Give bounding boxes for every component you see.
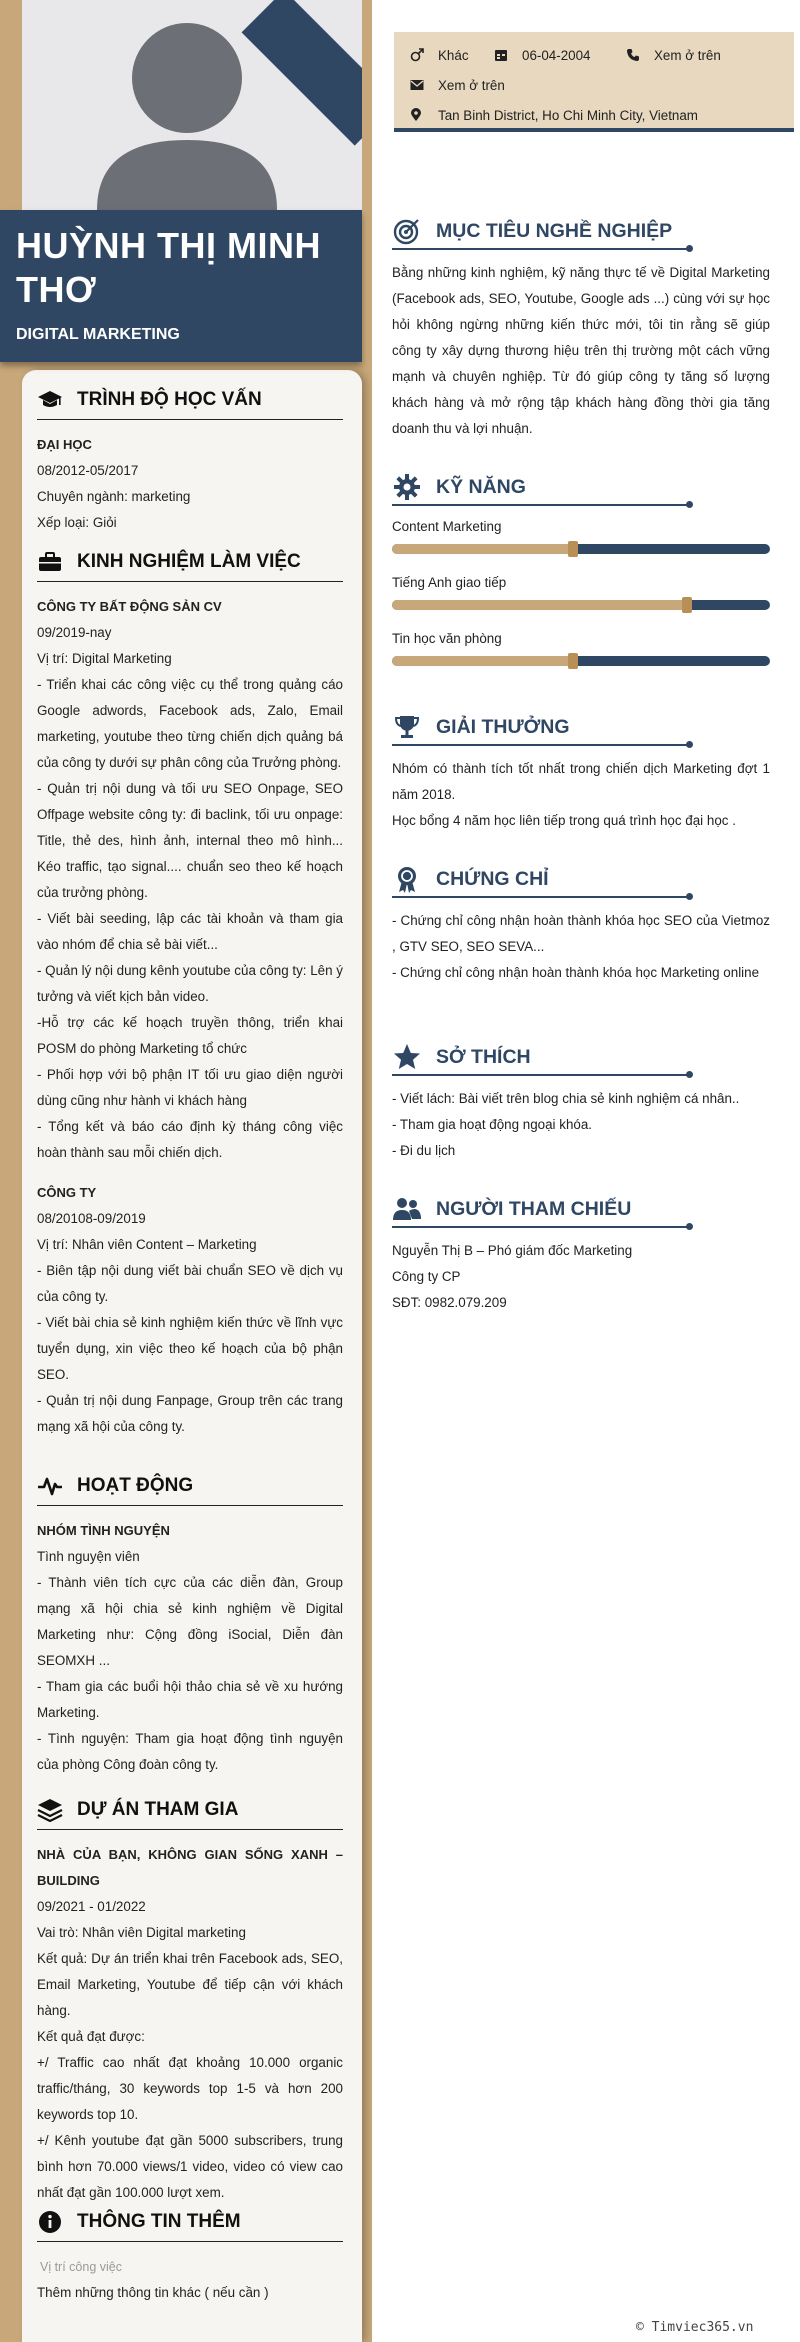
email-value: Xem ở trên — [438, 77, 505, 93]
skill-bar-fill — [392, 544, 573, 554]
job-detail: - Biên tập nội dung viết bài chuẩn SEO về dịch vụ của công ty. — [37, 1263, 343, 1304]
email-row — [410, 74, 505, 96]
activity-detail: - Tham gia các buổi hội thảo chia sẻ về xu hướng Marketing. — [37, 1679, 343, 1720]
projects-section — [37, 1790, 343, 2206]
job-detail: -Hỗ trợ các kế hoạch truyền thông, triển khai POSM do phòng Marketing tổ chức — [37, 1015, 343, 1056]
skill-name: Tiếng Anh giao tiếp — [392, 575, 507, 590]
job-detail: - Viết bài seeding, lập các tài khoản và tham gia vào nhóm để chia sẻ bài viết... — [37, 911, 343, 952]
skill-item — [392, 516, 770, 554]
section-header — [37, 380, 343, 420]
hobby-line: - Tham gia hoạt động ngoại khóa. — [392, 1117, 593, 1132]
project-achieved-label: Kết quả đạt được: — [37, 2029, 145, 2044]
section-divider — [392, 896, 690, 898]
reference-line: Công ty CP — [392, 1269, 461, 1284]
gear-icon — [392, 472, 422, 502]
section-title: KINH NGHIỆM LÀM VIỆC — [77, 550, 301, 572]
reference-line: Nguyễn Thị B – Phó giám đốc Marketing — [392, 1243, 633, 1258]
section-title: KỸ NĂNG — [436, 475, 526, 498]
job-title: DIGITAL MARKETING — [16, 326, 180, 343]
calendar-icon — [494, 48, 512, 62]
section-header — [37, 2202, 343, 2242]
project-result: Kết quả: Dự án triển khai trên Facebook ads, SEO, Email Marketing, Youtube để tiếp cận với khách hàng. — [37, 1951, 343, 2018]
gender-value: Khác — [438, 47, 469, 63]
skills-list — [392, 516, 770, 666]
section-title: NGƯỜI THAM CHIẾU — [436, 1197, 632, 1220]
extra-info-placeholder[interactable]: Vị trí công việc — [40, 2260, 122, 2274]
job-detail: - Tổng kết và báo cáo định kỳ tháng công việc hoàn thành sau mỗi chiến dịch. — [37, 1119, 343, 1160]
name-header — [0, 210, 362, 362]
hobby-line: - Viết lách: Bài viết trên blog chia sẻ kinh nghiệm cá nhân.. — [392, 1091, 740, 1106]
gender-row — [410, 44, 469, 66]
skills-section — [392, 470, 770, 684]
phone-icon — [626, 48, 644, 62]
education-grade: Xếp loại: Giỏi — [37, 515, 117, 530]
award-line: Nhóm có thành tích tốt nhất trong chiến dịch Marketing đợt 1 năm 2018. — [392, 761, 770, 802]
project-period: 09/2021 - 01/2022 — [37, 1899, 146, 1914]
job-period: 08/20108-09/2019 — [37, 1211, 146, 1226]
project-achievement: +/ Kênh youtube đạt gần 5000 subscribers, trung bình hơn 70.000 views/1 video, video có view cao nhất đạt gần 100.000 lượt xem. — [37, 2133, 343, 2200]
phone-value: Xem ở trên — [654, 47, 721, 63]
hobbies-section — [392, 1040, 770, 1164]
section-header — [392, 710, 770, 744]
section-title: GIẢI THƯỞNG — [436, 715, 570, 738]
trophy-icon — [392, 712, 422, 742]
section-divider — [392, 744, 690, 746]
job-detail: - Quản trị nội dung và tối ưu SEO Onpage, SEO Offpage website công ty: đi baclink, tối ưu onpage: Title, thẻ des, hình ảnh, internal theo mô hình... Kéo traffic, tạo signal.... chuẩn seo theo kế hoạch của trưởng phòng. — [37, 781, 343, 900]
project-achievement: +/ Traffic cao nhất đạt khoảng 10.000 organic traffic/tháng, 30 keywords top 1-5 và hơn 200 keywords top 10. — [37, 2055, 343, 2122]
award-icon — [392, 864, 422, 894]
section-divider — [392, 504, 690, 506]
section-title: HOẠT ĐỘNG — [77, 1474, 194, 1496]
references-section — [392, 1192, 770, 1316]
section-divider — [392, 1074, 690, 1076]
location-icon — [410, 108, 428, 122]
skill-bar — [392, 600, 770, 610]
hobby-line: - Đi du lịch — [392, 1143, 456, 1158]
activity-detail: - Thành viên tích cực của các diễn đàn, Group mạng xã hội chia sẻ kinh nghiệm về Digital Marketing như: Cộng đồng iSocial, Diễn đàn SEOMXH ... — [37, 1575, 343, 1668]
star-icon — [392, 1042, 422, 1072]
section-title: DỰ ÁN THAM GIA — [77, 1798, 239, 1820]
reference-line: SĐT: 0982.079.209 — [392, 1295, 507, 1310]
skill-name: Tin học văn phòng — [392, 631, 502, 646]
section-header — [37, 542, 343, 582]
section-header — [392, 862, 770, 896]
pulse-icon — [37, 1474, 63, 1498]
birthdate-value: 06-04-2004 — [522, 47, 591, 63]
section-title: TRÌNH ĐỘ HỌC VẤN — [77, 388, 262, 410]
layers-icon — [37, 1798, 63, 1822]
education-section — [37, 380, 343, 536]
gender-icon — [410, 48, 428, 62]
skill-bar-knob — [568, 653, 578, 669]
skill-bar — [392, 544, 770, 554]
birthdate-row — [494, 44, 591, 66]
phone-row — [626, 44, 721, 66]
section-title: MỤC TIÊU NGHỀ NGHIỆP — [436, 219, 673, 242]
skill-bar-fill — [392, 600, 687, 610]
candidate-name: HUỲNH THỊ MINH THƠ — [16, 225, 321, 310]
skill-name: Content Marketing — [392, 519, 502, 534]
job-detail: - Quản lý nội dung kênh youtube của công ty: Lên ý tưởng và viết kịch bản video. — [37, 963, 343, 1004]
certificate-line: - Chứng chỉ công nhận hoàn thành khóa học Marketing online — [392, 965, 760, 980]
section-header — [392, 1040, 770, 1074]
watermark: © Timviec365.vn — [636, 2320, 754, 2335]
job-position: Vị trí: Digital Marketing — [37, 651, 172, 666]
contact-info-box — [394, 32, 794, 132]
company-name: CÔNG TY — [37, 1185, 97, 1200]
skill-bar-fill — [392, 656, 573, 666]
experience-section — [37, 542, 343, 1440]
section-header — [37, 1466, 343, 1506]
address-value: Tan Binh District, Ho Chi Minh City, Vietnam — [438, 107, 698, 123]
project-role: Vai trò: Nhân viên Digital marketing — [37, 1925, 246, 1940]
education-major: Chuyên ngành: marketing — [37, 489, 191, 504]
skill-item — [392, 572, 770, 610]
section-title: CHỨNG CHỈ — [436, 867, 549, 890]
section-divider — [392, 248, 690, 250]
section-divider — [392, 1226, 690, 1228]
award-line: Học bổng 4 năm học liên tiếp trong quá trình học đại học . — [392, 813, 736, 828]
certificates-section — [392, 862, 770, 986]
section-header — [37, 1790, 343, 1830]
activities-section — [37, 1466, 343, 1778]
graduation-cap-icon — [37, 388, 63, 412]
activity-role: Tình nguyện viên — [37, 1549, 140, 1564]
users-icon — [392, 1194, 422, 1224]
section-header — [392, 1192, 770, 1226]
info-icon — [37, 2210, 63, 2234]
objective-section — [392, 214, 770, 442]
target-icon — [392, 216, 422, 246]
company-name: CÔNG TY BẤT ĐỘNG SẢN CV — [37, 599, 222, 614]
job-detail: - Viết bài chia sẻ kinh nghiệm kiến thức về lĩnh vực tuyển dụng, xin việc theo kế hoạch của bộ phận SEO. — [37, 1315, 343, 1382]
section-header — [392, 470, 770, 504]
objective-text: Bằng những kinh nghiệm, kỹ năng thực tế về Digital Marketing (Facebook ads, SEO, Youtube, Google ads ...) cùng với sự học hỏi không ngừng những kiến thức mới, tôi tin rằng sẽ giúp công ty xây dựng thương hiệu trên thị trường một cách vững mạnh và chuyên nghiệp. Từ đó giúp công ty tăng số lượng khách hàng và mở rộng tập khách hàng đồng thời gia tăng doanh thu và lợi nhuận. — [392, 265, 770, 436]
avatar[interactable] — [22, 0, 362, 210]
skill-item — [392, 628, 770, 666]
job-detail: - Triển khai các công việc cụ thể trong quảng cáo Google adwords, Facebook ads, Zalo, Email marketing, youtube theo từng chiến dịch quảng bá của công ty dưới sự phân công của Trưởng phòng. — [37, 677, 343, 770]
skill-bar — [392, 656, 770, 666]
extra-info-section — [37, 2202, 343, 2306]
extra-info-text: Thêm những thông tin khác ( nếu cần ) — [37, 2285, 269, 2300]
email-icon — [410, 79, 428, 91]
activity-detail: - Tình nguyện: Tham gia hoạt động tình nguyện của phòng Công đoàn công ty. — [37, 1731, 343, 1772]
section-header — [392, 214, 770, 248]
section-title: THÔNG TIN THÊM — [77, 2210, 241, 2232]
job-detail: - Quản trị nội dung Fanpage, Group trên các trang mạng xã hội của công ty. — [37, 1393, 343, 1434]
project-name: NHÀ CỦA BẠN, KHÔNG GIAN SỐNG XANH – BUILDING — [37, 1847, 343, 1888]
section-title: SỞ THÍCH — [436, 1045, 531, 1068]
school-name: ĐẠI HỌC — [37, 437, 92, 452]
certificate-line: - Chứng chỉ công nhận hoàn thành khóa học SEO của Vietmoz , GTV SEO, SEO SEVA... — [392, 913, 770, 954]
organization-name: NHÓM TÌNH NGUYỆN — [37, 1523, 170, 1538]
job-period: 09/2019-nay — [37, 625, 112, 640]
briefcase-icon — [37, 550, 63, 574]
job-detail: - Phối hợp với bộ phận IT tối ưu giao diện người dùng cũng như hành vi khách hàng — [37, 1067, 343, 1108]
education-period: 08/2012-05/2017 — [37, 463, 139, 478]
awards-section — [392, 710, 770, 834]
job-position: Vị trí: Nhân viên Content – Marketing — [37, 1237, 257, 1252]
skill-bar-knob — [682, 597, 692, 613]
skill-bar-knob — [568, 541, 578, 557]
address-row — [410, 104, 698, 126]
